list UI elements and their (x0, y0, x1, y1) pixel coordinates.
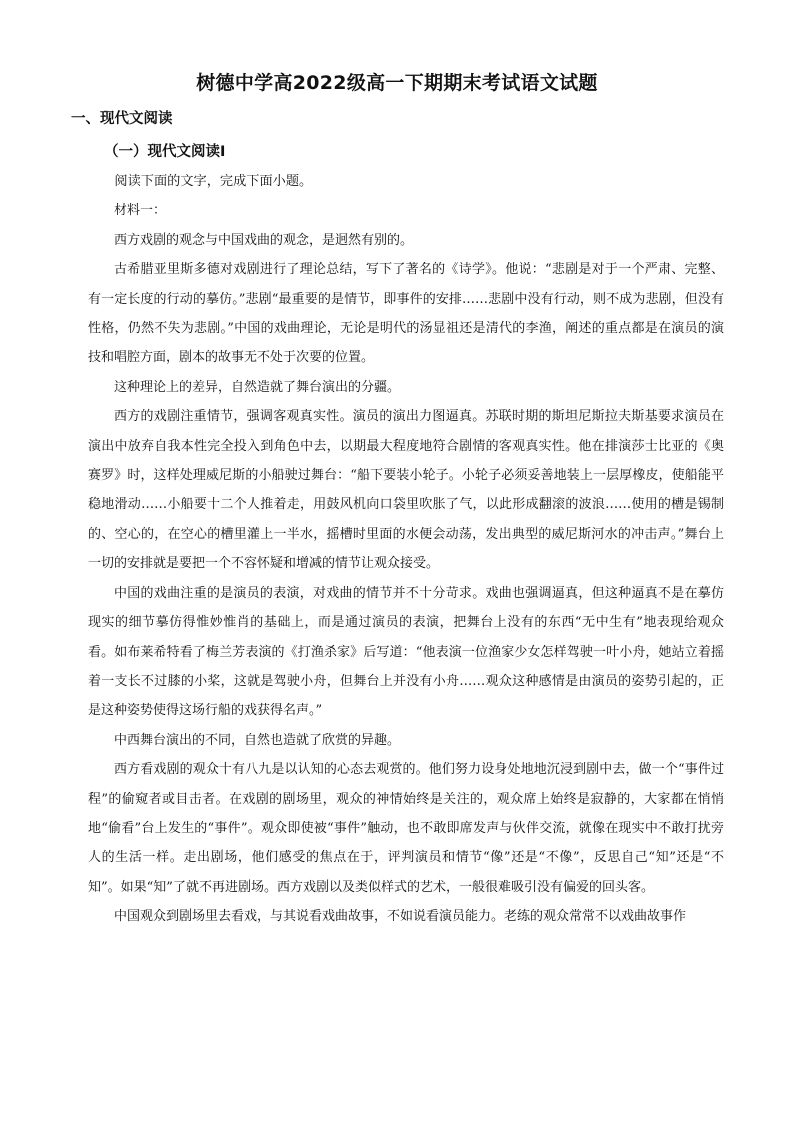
paragraph: 西方的戏剧注重情节，强调客观真实性。演员的演出力图逼真。苏联时期的斯坦尼斯拉夫斯基要求演员在演出中放弃自我本性完全投入到角色中去，以期最大程度地符合剧情的客观真实性。他在排演莎士比亚的《奥赛罗》时，这样处理威尼斯的小船驶过舞台：“船下要装小轮子。小轮子必须妥善地装上一层厚橡皮，使船能平稳地滑动……小船要十二个人推着走，用鼓风机向口袋里吹胀了气，以此形成翻滚的波浪……使用的槽是锡制的、空心的，在空心的槽里灌上一半水，摇槽时里面的水便会动荡，发出典型的威尼斯河水的冲击声。”舞台上一切的安排就是要把一个不容怀疑和增减的情节让观众接受。 (88, 409, 724, 572)
paragraph: 中国观众到剧场里去看戏，与其说看戏曲故事，不如说看演员能力。老练的观众常常不以戏曲故事作 (114, 909, 687, 925)
paragraph: 这种理论上的差异，自然造就了舞台演出的分疆。 (114, 379, 401, 395)
material-label: 材料一： (114, 203, 167, 219)
paragraph: 中国的戏曲注重的是演员的表演，对戏曲的情节并不十分苛求。戏曲也强调逼真，但这种逼真不是在摹仿现实的细节摹仿得惟妙惟肖的基础上，而是通过演员的表演，把舞台上没有的东西“无中生有”地表现给观众看。如布莱希特看了梅兰芳表演的《打渔杀家》后写道：“他表演一位渔家少女怎样驾驶一叶小舟，她站立着摇着一支长不过膝的小桨，这就是驾驶小舟，但舞台上并没有小舟……观众这种感情是由演员的姿势引起的，正是这种姿势使得这场行船的戏获得名声。” (88, 585, 724, 719)
paragraph: 中西舞台演出的不同，自然也造就了欣赏的异趣。 (114, 732, 401, 748)
paragraph: 西方戏剧的观念与中国戏曲的观念，是迥然有别的。 (114, 232, 414, 248)
paragraph: 古希腊亚里斯多德对戏剧进行了理论总结，写下了著名的《诗学》。他说：“悲剧是对于一个严肃、完整、有一定长度的行动的摹仿。”悲剧“最重要的是情节，即事件的安排……悲剧中没有行动，则不成为悲剧，但没有性格，仍然不失为悲剧。”中国的戏曲理论，无论是明代的汤显祖还是清代的李渔，阐述的重点都是在演员的演技和唱腔方面，剧本的故事无不处于次要的位置。 (88, 262, 724, 366)
section-heading: 一、现代文阅读 (71, 111, 173, 127)
paragraph: 西方看戏剧的观众十有八九是以认知的心态去观赏的。他们努力设身处地地沉浸到剧中去，做一个“事件过程”的偷窥者或目击者。在戏剧的剧场里，观众的神情始终是关注的，观众席上始终是寂静的，大家都在悄悄地“偷看”台上发生的“事件”。观众即使被“事件”触动，也不敢即席发声与伙伴交流，就像在现实中不敢打扰旁人的生活一样。走出剧场，他们感受的焦点在于，评判演员和情节“像”还是“不像”，反思自己“知”还是“不知”。如果“知”了就不再进剧场。西方戏剧以及类似样式的艺术，一般很难吸引没有偏爱的回头客。 (88, 762, 724, 895)
article-body (88, 167, 724, 932)
page-title: 树德中学高2022级高一下期期末考试语文试题 (196, 72, 598, 94)
subsection-heading: （一）现代文阅读Ⅰ (104, 144, 226, 160)
instruction-text: 阅读下面的文字，完成下面小题。 (114, 174, 313, 189)
